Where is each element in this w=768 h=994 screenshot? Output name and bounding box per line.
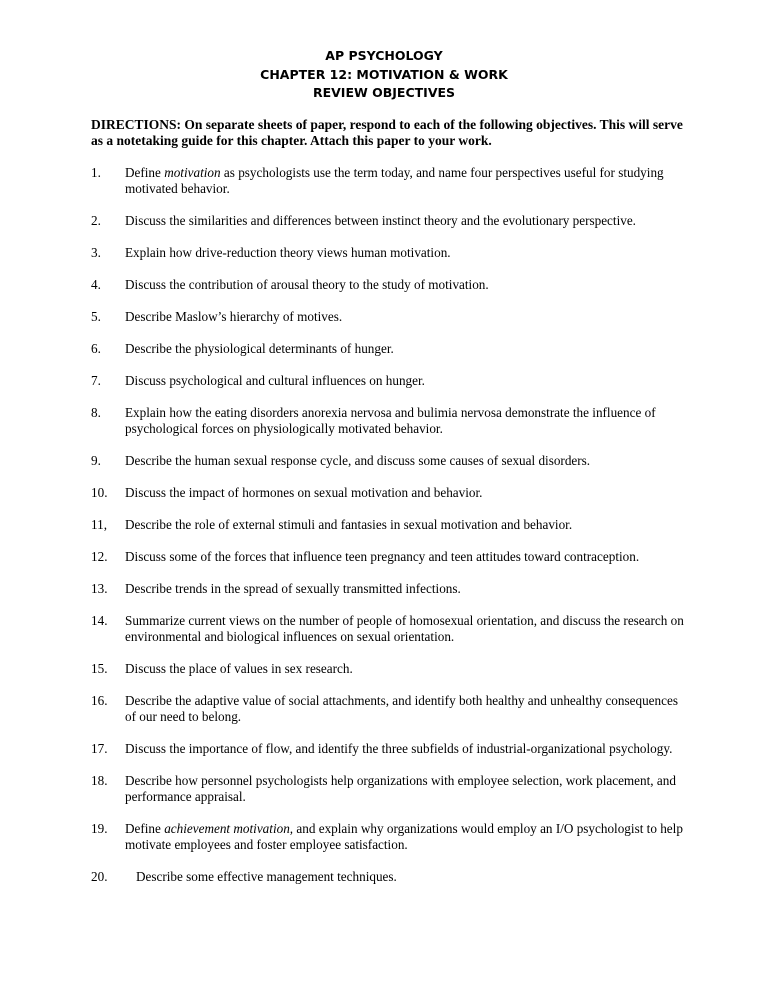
objective-number: 11, — [91, 517, 107, 532]
objective-number: 18. — [91, 773, 108, 788]
objective-number: 10. — [91, 485, 108, 500]
objective-number: 16. — [91, 693, 108, 708]
document-header — [0, 47, 768, 103]
objective-item — [91, 373, 691, 389]
objective-number: 6. — [91, 341, 101, 356]
objective-text: Discuss psychological and cultural influences on hunger. — [125, 373, 425, 388]
objective-number: 14. — [91, 613, 108, 628]
objective-number: 7. — [91, 373, 101, 388]
objective-text-rest: as psychologists use the term today, and name four perspectives useful for studying motivated behavior. — [125, 165, 664, 196]
objective-item — [91, 549, 691, 565]
objective-text: Describe trends in the spread of sexually transmitted infections. — [125, 581, 461, 596]
objective-text-rest: and explain why organizations would employ an I/O psychologist to help motivate employees and foster employee satisfaction. — [125, 821, 683, 852]
objective-text — [125, 821, 691, 853]
objective-number: 2. — [91, 213, 101, 228]
objective-number: 3. — [91, 245, 101, 260]
objective-item — [91, 309, 691, 325]
objective-text: Describe the human sexual response cycle, and discuss some causes of sexual disorders. — [125, 453, 591, 468]
objective-text: Discuss the place of values in sex research. — [125, 661, 353, 676]
objective-item — [91, 869, 691, 885]
objective-text: Describe the physiological determinants of hunger. — [125, 341, 394, 356]
objective-number: 8. — [91, 405, 101, 420]
objective-text: Describe the adaptive value of social attachments, and identify both healthy and unhealthy consequences of our need to belong. — [125, 693, 678, 724]
objective-text: Discuss the impact of hormones on sexual motivation and behavior. — [125, 485, 483, 500]
objective-text: Discuss the contribution of arousal theory to the study of motivation. — [125, 277, 489, 292]
objective-item — [91, 517, 691, 533]
objective-item — [91, 613, 691, 645]
objective-key-term: motivation — [164, 165, 221, 180]
objective-text-lead: Define — [125, 165, 165, 180]
objective-number: 13. — [91, 581, 108, 596]
section-title: REVIEW OBJECTIVES — [312, 85, 456, 100]
objective-key-term: achievement motivation, — [164, 821, 294, 836]
objective-text: Describe Maslow’s hierarchy of motives. — [125, 309, 343, 324]
objective-text — [125, 165, 691, 197]
objective-text: Explain how drive-reduction theory views human motivation. — [125, 245, 451, 260]
objective-number: 17. — [91, 741, 108, 756]
objective-item — [91, 213, 691, 229]
objective-text: Describe some effective management techniques. — [136, 869, 397, 884]
objectives-list — [91, 165, 691, 901]
objective-item — [91, 661, 691, 677]
objective-text: Summarize current views on the number of people of homosexual orientation, and discuss the research on environmental and biological influences on sexual orientation. — [125, 613, 684, 644]
objective-item — [91, 741, 691, 757]
objective-item — [91, 405, 691, 437]
objective-item — [91, 245, 691, 261]
objective-text: Discuss the importance of flow, and identify the three subfields of industrial-organizational psychology. — [125, 741, 673, 756]
objective-item — [91, 341, 691, 357]
objective-number: 15. — [91, 661, 108, 676]
objective-item — [91, 277, 691, 293]
objective-item — [91, 821, 691, 853]
objective-number: 9. — [91, 453, 101, 468]
objective-number: 1. — [91, 165, 101, 180]
objective-number: 12. — [91, 549, 108, 564]
course-title: AP PSYCHOLOGY — [325, 48, 443, 63]
objective-number: 4. — [91, 277, 101, 292]
directions-paragraph: DIRECTIONS: On separate sheets of paper, respond to each of the following objectives. This will serve as a notetaking guide for this chapter. Attach this paper to your work. — [91, 117, 683, 148]
objective-item — [91, 453, 691, 469]
objective-text: Describe how personnel psychologists help organizations with employee selection, work placement, and performance appraisal. — [125, 773, 676, 804]
chapter-title: CHAPTER 12: MOTIVATION & WORK — [260, 66, 508, 82]
objective-number: 19. — [91, 821, 108, 836]
objective-number: 20. — [91, 869, 108, 884]
objective-item — [91, 693, 691, 725]
objective-number: 5. — [91, 309, 101, 324]
objective-text: Discuss some of the forces that influence teen pregnancy and teen attitudes toward contraception. — [125, 549, 640, 564]
objective-text: Explain how the eating disorders anorexia nervosa and bulimia nervosa demonstrate the influence of psychological forces on physiologically motivated behavior. — [125, 405, 656, 436]
objective-item — [91, 581, 691, 597]
objective-text-lead: Define — [125, 821, 165, 836]
objective-text: Describe the role of external stimuli and fantasies in sexual motivation and behavior. — [125, 517, 573, 532]
objective-item — [91, 485, 691, 501]
objective-item — [91, 165, 691, 197]
objective-item — [91, 773, 691, 805]
objective-text: Discuss the similarities and differences between instinct theory and the evolutionary perspective. — [125, 213, 636, 228]
